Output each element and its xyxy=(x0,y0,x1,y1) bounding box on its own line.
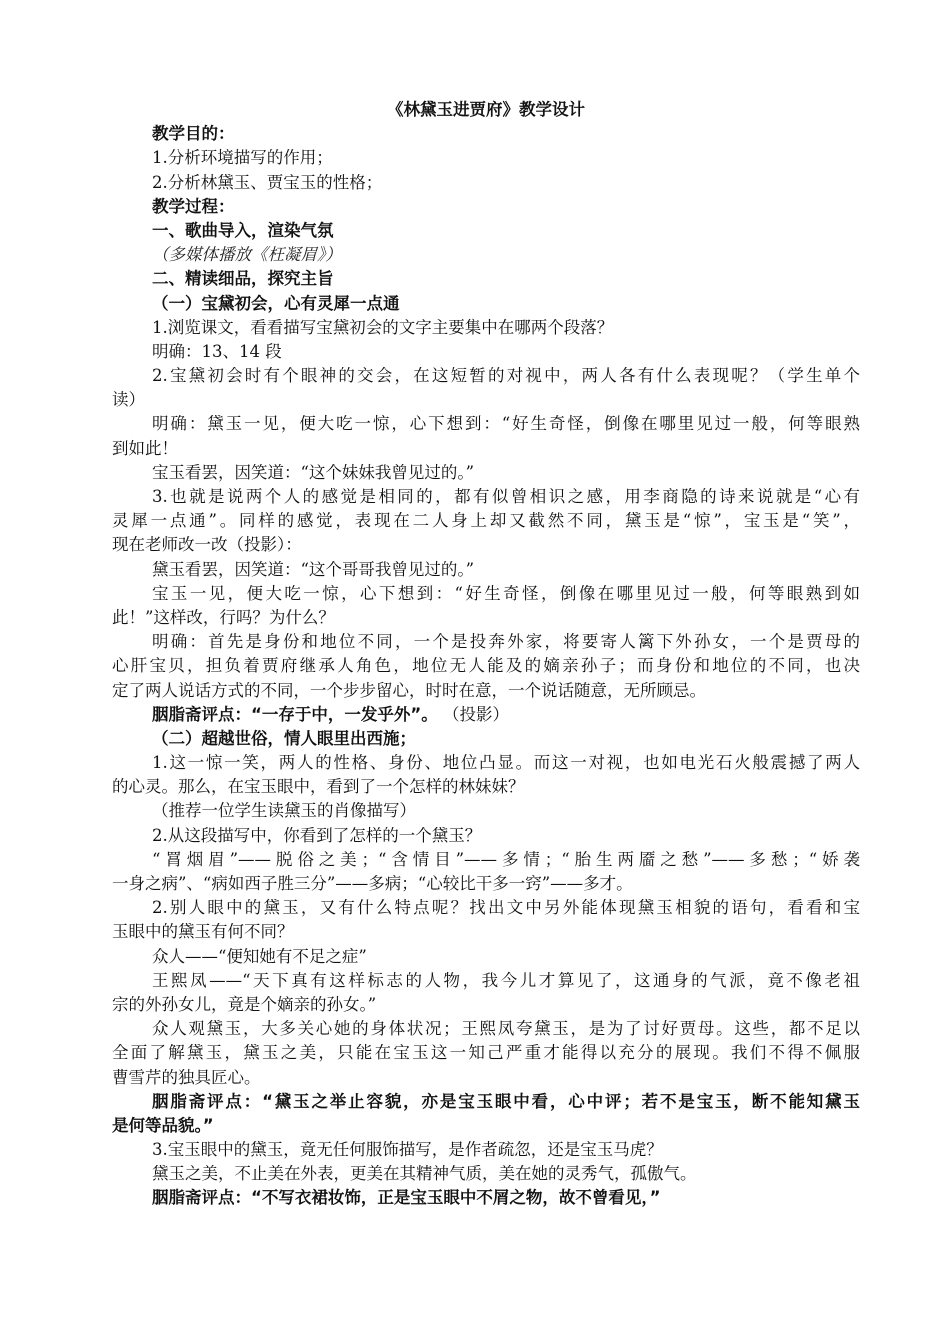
paragraph-line: 现在老师改一改（投影）： xyxy=(112,535,302,555)
paragraph-line: 灵犀一点通”。同样的感觉，表现在二人身上却又截然不同，黛玉是“惊”，宝玉是“笑”， xyxy=(112,511,860,531)
paragraph-line: 明确：首先是身份和地位不同，一个是投奔外家，将要寄人篱下外孙女，一个是贾母的 xyxy=(152,632,860,652)
paragraph-line: “罥烟眉”——脱俗之美；“含情目”——多情；“胎生两靥之愁”——多愁；“娇袭 xyxy=(152,849,860,869)
comment-line xyxy=(112,703,860,727)
paragraph-line: 众人——“便知她有不足之症” xyxy=(152,946,367,966)
paragraph-line: 黛玉之美，不止美在外表，更美在其精神气质，美在她的灵秀气，孤傲气。 xyxy=(152,1164,697,1184)
section-heading: 二、精读细品，探究主旨 xyxy=(152,269,334,289)
paragraph-line: 2.别人眼中的黛玉，又有什么特点呢？找出文中另外能体现黛玉相貌的语句，看看和宝 xyxy=(152,898,860,918)
paragraph-line: 宗的外孙女儿，竟是个嫡亲的孙女。” xyxy=(112,994,377,1014)
comment-label: 胭脂斋评点：“一存于中，一发乎外”。 xyxy=(152,704,438,724)
paragraph-line: 玉眼中的黛玉有何不同？ xyxy=(112,922,294,942)
paragraph-line: 此！”这样改，行吗？为什么？ xyxy=(112,607,335,627)
paragraph-line: 宝玉看罢，因笑道：“这个妹妹我曾见过的。” xyxy=(152,462,475,482)
comment-line: 胭脂斋评点：“不写衣裙妆饰，正是宝玉眼中不屑之物，故不曾看见，” xyxy=(152,1188,661,1208)
goal-item: 2.分析林黛玉、贾宝玉的性格； xyxy=(152,172,383,192)
paragraph-line: 1.这一惊一笑，两人的性格、身份、地位凸显。而这一对视，也如电光石火般震撼了两人 xyxy=(152,753,860,773)
goal-item: 1.分析环境描写的作用； xyxy=(152,148,333,168)
paragraph-line: 王熙凤——“天下真有这样标志的人物，我今儿才算见了，这通身的气派，竟不像老祖 xyxy=(152,970,860,990)
process-heading: 教学过程： xyxy=(152,196,235,216)
section-note: （多媒体播放《枉凝眉》） xyxy=(152,245,342,265)
paragraph-line: 3.也就是说两个人的感觉是相同的，都有似曾相识之感，用李商隐的诗来说就是“心有 xyxy=(152,487,860,506)
paragraph-line: 读） xyxy=(112,390,145,410)
subsection-heading: （二）超越世俗，情人眼里出西施； xyxy=(152,728,416,748)
paragraph-line: （推荐一位学生读黛玉的肖像描写） xyxy=(152,801,416,821)
paragraph-line: 全面了解黛玉，黛玉之美，只能在宝玉这一知己严重才能得以充分的展现。我们不得不佩服 xyxy=(112,1043,860,1063)
document-page xyxy=(112,98,860,1211)
comment-line: 是何等品貌。” xyxy=(112,1115,214,1135)
paragraph-line: 明确：黛玉一见，便大吃一惊，心下想到：“好生奇怪，倒像在哪里见过一般，何等眼熟 xyxy=(152,414,860,434)
comment-tail: （投影） xyxy=(442,704,509,724)
paragraph-line: 1.浏览课文，看看描写宝黛初会的文字主要集中在哪两个段落？ xyxy=(152,317,614,337)
paragraph-line: 黛玉看罢，因笑道：“这个哥哥我曾见过的。” xyxy=(152,559,475,579)
paragraph-line: 宝玉一见，便大吃一惊，心下想到：“好生奇怪，倒像在哪里见过一般，何等眼熟到如 xyxy=(152,583,860,603)
subsection-heading: （一）宝黛初会，心有灵犀一点通 xyxy=(152,293,400,313)
section-heading: 一、歌曲导入，渲染气氛 xyxy=(152,220,334,240)
paragraph-line: 到如此！ xyxy=(112,438,178,458)
paragraph-line: 一身之病”、“病如西子胜三分”——多病；“心较比干多一窍”——多才。 xyxy=(112,874,633,893)
paragraph-line: 3.宝玉眼中的黛玉，竟无任何服饰描写，是作者疏忽，还是宝玉马虎？ xyxy=(152,1140,663,1160)
paragraph-line: 定了两人说话方式的不同，一个步步留心，时时在意，一个说话随意，无所顾忌。 xyxy=(112,680,706,700)
paragraph-line: 心肝宝贝，担负着贾府继承人角色，地位无人能及的嫡亲孙子；而身份和地位的不同，也决 xyxy=(112,656,860,676)
paragraph-line: 的心灵。那么，在宝玉眼中，看到了一个怎样的林妹妹？ xyxy=(112,777,525,797)
document-title: 《林黛玉进贾府》教学设计 xyxy=(387,100,585,119)
paragraph-line: 明确：13、14 段 xyxy=(152,341,282,361)
paragraph-line: 曹雪芹的独具匠心。 xyxy=(112,1067,261,1087)
paragraph-line: 众人观黛玉，大多关心她的身体状况；王熙凤夸黛玉，是为了讨好贾母。这些，都不足以 xyxy=(152,1019,860,1039)
paragraph-line: 2.从这段描写中，你看到了怎样的一个黛玉？ xyxy=(152,825,482,845)
goals-heading: 教学目的： xyxy=(152,124,235,144)
paragraph-line: 2.宝黛初会时有个眼神的交会，在这短暂的对视中，两人各有什么表现呢？（学生单个 xyxy=(152,366,860,386)
comment-line: 胭脂斋评点：“黛玉之举止容貌，亦是宝玉眼中看，心中评；若不是宝玉，断不能知黛玉 xyxy=(152,1091,860,1111)
